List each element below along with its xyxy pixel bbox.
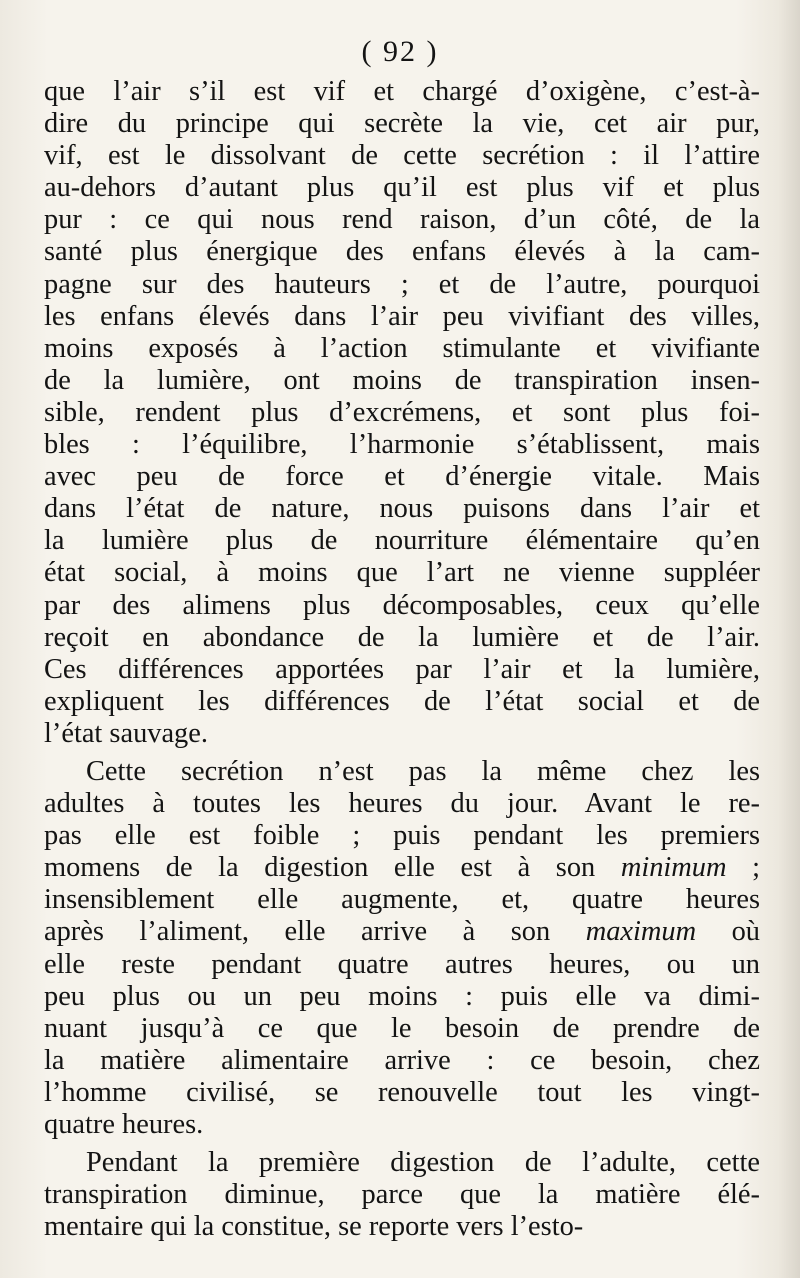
text-line: sible, rendent plus d’excrémens, et sont plus foi- xyxy=(44,396,760,428)
text-line: moins exposés à l’action stimulante et vivifiante xyxy=(44,332,760,364)
text-line: Cette secrétion n’est pas la même chez les xyxy=(86,755,760,787)
text-line: avec peu de force et d’énergie vitale. Mais xyxy=(44,461,760,493)
text-line: insensiblement elle augmente, et, quatre heures xyxy=(44,884,760,916)
text-line: dire du principe qui secrète la vie, cet air pur, xyxy=(44,108,760,140)
text-line: au-dehors d’autant plus qu’il est plus vif et plus xyxy=(44,172,760,204)
text-line: vif, est le dissolvant de cette secrétion : il l’attire xyxy=(44,140,760,172)
page-edge-shadow xyxy=(778,0,800,1278)
italic-term: minimum xyxy=(620,852,727,884)
text-line: l’homme civilisé, se renouvelle tout les vingt- xyxy=(44,1076,760,1108)
text-line: dans l’état de nature, nous puisons dans l’air et xyxy=(44,493,760,525)
text-line: nuant jusqu’à ce que le besoin de prendre de xyxy=(44,1012,760,1044)
text-line: état social, à moins que l’art ne vienne suppléer xyxy=(44,557,760,589)
paragraph xyxy=(44,1147,760,1243)
text-line: bles : l’équilibre, l’harmonie s’établissent, mais xyxy=(44,429,760,461)
text-line: par des alimens plus décomposables, ceux qu’elle xyxy=(44,589,760,621)
italic-term: maximum xyxy=(585,916,697,948)
text-line: la matière alimentaire arrive : ce besoin, chez xyxy=(44,1044,760,1076)
text-line: santé plus énergique des enfans élevés à la cam- xyxy=(44,236,760,268)
text-line: reçoit en abondance de la lumière et de l’air. xyxy=(44,621,760,653)
text-line: peu plus ou un peu moins : puis elle va dimi- xyxy=(44,980,760,1012)
paragraph xyxy=(44,756,760,1141)
text-line: adultes à toutes les heures du jour. Avant le re- xyxy=(44,788,760,820)
text-line: Ces différences apportées par l’air et la lumière, xyxy=(44,653,760,685)
text-line: elle reste pendant quatre autres heures, ou un xyxy=(44,948,760,980)
text-line: pur : ce qui nous rend raison, d’un côté, de la xyxy=(44,204,760,236)
text-line: pas elle est foible ; puis pendant les premiers xyxy=(44,820,760,852)
text-line: mentaire qui la constitue, se reporte vers l’esto- xyxy=(44,1211,584,1243)
text-line: pagne sur des hauteurs ; et de l’autre, pourquoi xyxy=(44,268,760,300)
text-line: de la lumière, ont moins de transpiration insen- xyxy=(44,364,760,396)
paragraph xyxy=(44,76,760,750)
text-line: transpiration diminue, parce que la matière élé- xyxy=(44,1179,760,1211)
text-line: quatre heures. xyxy=(44,1109,204,1140)
text-line: l’état sauvage. xyxy=(44,717,208,749)
text-line: après l’aliment, elle arrive à son maximum où xyxy=(44,916,760,948)
text-line: que l’air s’il est vif et chargé d’oxigène, c’est-à- xyxy=(44,76,760,107)
text-line: Pendant la première digestion de l’adulte, cette xyxy=(86,1147,760,1179)
text-line: momens de la digestion elle est à son minimum ; xyxy=(44,852,760,884)
text-line: la lumière plus de nourriture élémentaire qu’en xyxy=(44,525,760,557)
page-number: ( 92 ) xyxy=(361,35,439,68)
body-text xyxy=(44,76,760,1243)
text-line: expliquent les différences de l’état social et de xyxy=(44,685,760,717)
text-line: les enfans élevés dans l’air peu vivifiant des villes, xyxy=(44,300,760,332)
